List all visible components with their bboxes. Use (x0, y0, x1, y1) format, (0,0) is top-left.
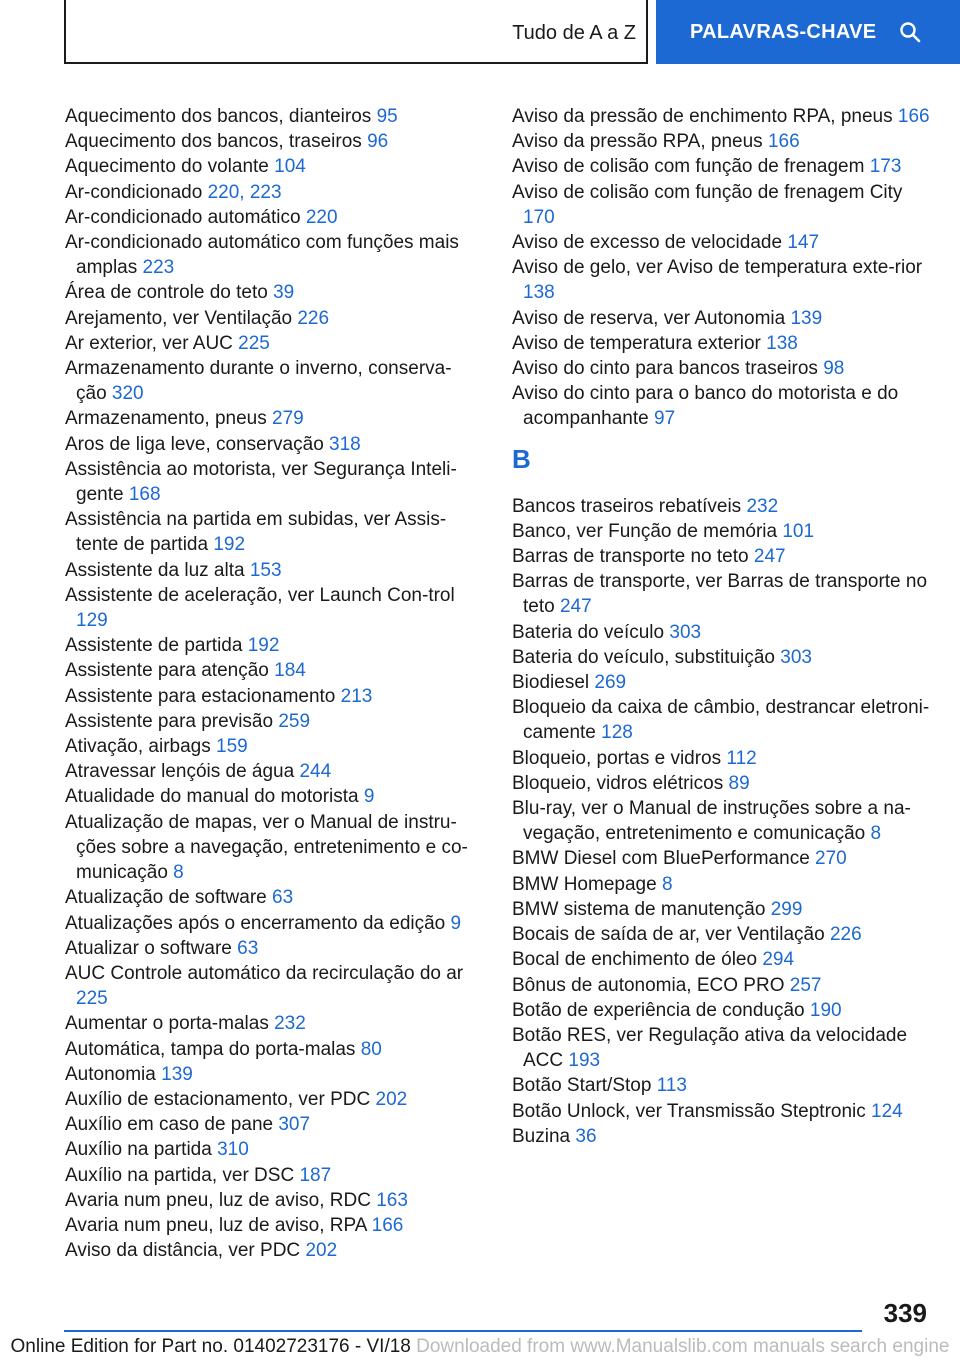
edition-text: Online Edition for Part no. 01402723176 - VI/18 (10, 1336, 411, 1357)
index-entry (65, 1163, 475, 1188)
page-link[interactable]: 153 (249, 559, 282, 581)
page-link[interactable]: 310 (217, 1139, 249, 1161)
index-entry (65, 1213, 475, 1238)
index-entry (65, 734, 475, 759)
index-entry (512, 947, 932, 972)
entry-text: Botão Unlock, ver Transmissão Steptronic (512, 1100, 872, 1122)
entry-text: Blu-ray, ver o Manual de instruções sobre a na-vegação, entretenimento e comunicação (512, 798, 911, 845)
entry-text: Botão Start/Stop (512, 1075, 657, 1097)
page-link[interactable]: 129 (76, 610, 108, 632)
entry-text: Assistente da luz alta (65, 559, 250, 581)
index-entry (65, 129, 475, 154)
index-entry (65, 684, 475, 709)
index-entry (512, 922, 932, 947)
index-entry (512, 1023, 932, 1073)
page-link[interactable]: 96 (367, 131, 389, 153)
page-link[interactable]: 9 (450, 912, 462, 934)
entry-text: Aviso da pressão de enchimento RPA, pneus (512, 106, 898, 127)
index-entry (65, 1137, 475, 1162)
page-link[interactable]: 8 (173, 862, 184, 884)
page-link[interactable]: 220, 223 (207, 181, 282, 203)
entry-text: Aumentar o porta-malas (65, 1013, 275, 1035)
entry-text: Ar exterior, ver AUC (65, 332, 239, 354)
index-entry (512, 645, 932, 670)
entry-text: Assistência na partida em subidas, ver Assis-tente de partida (65, 509, 447, 556)
page-link[interactable]: 259 (278, 710, 311, 732)
entry-text: Barras de transporte no teto (512, 546, 754, 568)
page-link[interactable]: 225 (76, 988, 108, 1010)
entry-text: Bloqueio, vidros elétricos (512, 772, 729, 794)
entry-text: Aquecimento do volante (65, 156, 275, 178)
index-entry (65, 356, 475, 406)
page-link[interactable]: 190 (809, 999, 842, 1021)
entry-text: Aviso da distância, ver PDC (65, 1240, 306, 1262)
page-link[interactable]: 98 (823, 358, 845, 380)
entry-text: Banco, ver Função de memória (512, 520, 783, 542)
entry-text: Atualizar o software (65, 937, 238, 959)
page-link[interactable]: 193 (568, 1050, 601, 1072)
index-group-a (512, 104, 932, 432)
page-link[interactable]: 128 (601, 722, 633, 744)
entry-text: Bocal de enchimento de óleo (512, 949, 763, 971)
index-entry (65, 911, 475, 936)
entry-text: Bateria do veículo, substituição (512, 646, 781, 668)
entry-text: Aviso de colisão com função de frenagem (512, 156, 870, 178)
entry-text: Avaria num pneu, luz de aviso, RDC (65, 1189, 377, 1211)
entry-text: Buzina (512, 1125, 576, 1147)
tab-a-to-z[interactable]: Tudo de A a Z (512, 22, 636, 44)
page-link[interactable]: 299 (770, 898, 803, 920)
entry-text: AUC Controle automático da recirculação do ar (65, 962, 464, 984)
index-entry (512, 154, 932, 179)
entry-text: Assistente de partida (65, 635, 248, 657)
entry-text: Assistência ao motorista, ver Segurança Inteli-gente (65, 458, 457, 506)
page-link[interactable]: 225 (238, 332, 270, 354)
page-link[interactable]: 192 (247, 635, 280, 657)
page-link[interactable]: 244 (299, 761, 332, 783)
entry-text: Biodiesel (512, 672, 595, 694)
index-entry (512, 897, 932, 922)
entry-text: Bônus de autonomia, ECO PRO (512, 974, 790, 996)
entry-text: Atualização de software (65, 887, 273, 909)
entry-text: BMW Homepage (512, 873, 662, 895)
page-link[interactable]: 95 (376, 106, 398, 127)
page-link[interactable]: 170 (523, 206, 555, 228)
index-entry (512, 569, 932, 619)
index-entry (65, 583, 475, 633)
page-link[interactable]: 63 (237, 937, 259, 959)
index-entry (65, 961, 475, 1011)
page-link[interactable]: 307 (278, 1114, 311, 1136)
page-link[interactable]: 166 (371, 1214, 404, 1236)
entry-text: Aquecimento dos bancos, traseiros (65, 131, 368, 153)
index-entry (512, 519, 932, 544)
index-entry (65, 507, 475, 557)
page-link[interactable]: 124 (871, 1100, 903, 1122)
entry-text: Aviso do cinto para bancos traseiros (512, 358, 824, 380)
index-entry (65, 885, 475, 910)
entry-text: Armazenamento durante o inverno, conserva-ção (65, 358, 452, 405)
index-entry (512, 1099, 932, 1124)
page-link[interactable]: 320 (111, 383, 144, 405)
entry-text: Bocais de saída de ar, ver Ventilação (512, 924, 830, 946)
entry-text: Bancos traseiros rebatíveis (512, 495, 747, 517)
page-link[interactable]: 104 (274, 156, 306, 178)
entry-text: Área de controle do teto (65, 282, 274, 304)
entry-text: Botão RES, ver Regulação ativa da velocidade ACC (512, 1024, 908, 1072)
index-entry (512, 129, 932, 154)
section-letter: B (512, 443, 531, 474)
entry-text: Auxílio em caso de pane (65, 1114, 279, 1136)
index-entry (65, 180, 475, 205)
page-link[interactable]: 166 (767, 131, 800, 153)
search-icon (898, 20, 922, 44)
page-link[interactable]: 63 (272, 887, 294, 909)
page-link[interactable]: 223 (142, 257, 175, 279)
index-entry (512, 494, 932, 519)
page-link[interactable]: 247 (753, 546, 786, 568)
index-entry (65, 1112, 475, 1137)
page-link[interactable]: 279 (272, 408, 304, 430)
page-link[interactable]: 138 (766, 332, 798, 354)
index-entry (65, 810, 475, 886)
index-entry (65, 1087, 475, 1112)
index-entry (65, 331, 475, 356)
index-entry (512, 746, 932, 771)
page-link[interactable]: 184 (274, 660, 306, 682)
page-link[interactable]: 247 (559, 596, 592, 618)
index-entry (65, 154, 475, 179)
page-link[interactable]: 232 (274, 1013, 306, 1035)
index-entry (512, 973, 932, 998)
page-link[interactable]: 8 (870, 823, 882, 845)
page-link[interactable]: 213 (340, 685, 373, 707)
page-link[interactable]: 303 (669, 621, 702, 643)
entry-text: Assistente de aceleração, ver Launch Con-trol (65, 584, 455, 606)
entry-text: Ar-condicionado (65, 181, 208, 203)
index-entry (65, 1238, 475, 1263)
index-entry (512, 670, 932, 695)
index-entry (65, 230, 475, 280)
index-entry (65, 432, 475, 457)
entry-text: Assistente para estacionamento (65, 685, 341, 707)
entry-text: BMW Diesel com BluePerformance (512, 848, 816, 870)
index-entry (512, 356, 932, 381)
page-link[interactable]: 303 (780, 646, 812, 668)
page-link[interactable]: 226 (829, 924, 862, 946)
index-entry (65, 558, 475, 583)
page-number: 339 (883, 1298, 927, 1328)
keywords-label: PALAVRAS-CHAVE (690, 20, 877, 43)
index-entry (65, 1037, 475, 1062)
index-entry (512, 180, 932, 230)
index-entry (65, 759, 475, 784)
page-link[interactable]: 269 (594, 672, 627, 694)
entry-text: Aviso de reserva, ver Autonomia (512, 307, 791, 329)
index-entry (65, 633, 475, 658)
index-entry (65, 784, 475, 809)
page-link[interactable]: 80 (360, 1038, 382, 1060)
index-entry (512, 872, 932, 897)
index-entry (512, 230, 932, 255)
index-entry (512, 998, 932, 1023)
entry-text: Ar-condicionado automático com funções mais amplas (65, 232, 459, 279)
page-link[interactable]: 36 (575, 1125, 597, 1147)
index-entry (512, 846, 932, 871)
page-link[interactable]: 202 (375, 1088, 408, 1110)
entry-text: Atualizações após o encerramento da edição (65, 912, 451, 934)
entry-text: Assistente para previsão (65, 710, 279, 732)
entry-text: Atravessar lençóis de água (65, 761, 300, 783)
page-link[interactable]: 89 (728, 772, 750, 794)
index-entry (512, 1073, 932, 1098)
index-entry (512, 1124, 932, 1149)
entry-text: Barras de transporte, ver Barras de transporte no teto (512, 571, 928, 618)
page-link[interactable]: 138 (523, 282, 555, 304)
footer (0, 1336, 960, 1358)
entry-text: Ativação, airbags (65, 736, 217, 758)
index-entry (512, 695, 932, 745)
entry-text: Bateria do veículo (512, 621, 670, 643)
index-entry (65, 457, 475, 507)
entry-text: Aviso de colisão com função de frenagem City (512, 181, 903, 203)
index-entry (512, 620, 932, 645)
page-link[interactable]: 187 (299, 1164, 332, 1186)
page-link[interactable]: 318 (329, 433, 361, 455)
entry-text: Arejamento, ver Ventilação (65, 307, 298, 329)
entry-text: Auxílio de estacionamento, ver PDC (65, 1088, 376, 1110)
page-link[interactable]: 226 (297, 307, 330, 329)
index-entry (65, 104, 475, 129)
page-link[interactable]: 113 (656, 1075, 687, 1097)
index-entry (65, 658, 475, 683)
entry-text: Bloqueio, portas e vidros (512, 747, 727, 769)
keywords-button[interactable] (656, 0, 960, 64)
index-entry (512, 771, 932, 796)
index-entry (65, 1188, 475, 1213)
index-column-right (512, 104, 932, 1149)
page-link[interactable]: 192 (213, 534, 246, 556)
entry-text: Armazenamento, pneus (65, 408, 273, 430)
entry-text: Aviso de temperatura exterior (512, 332, 767, 354)
index-entry (512, 306, 932, 331)
entry-text: Aviso do cinto para o banco do motorista e do acompanhante (512, 383, 899, 430)
index-group-b (512, 494, 932, 1149)
index-entry (65, 936, 475, 961)
entry-text: Atualidade do manual do motorista (65, 786, 364, 808)
index-entry (65, 280, 475, 305)
page-link[interactable]: 97 (654, 408, 676, 430)
page-link[interactable]: 257 (789, 974, 822, 996)
page-link[interactable]: 9 (363, 786, 375, 808)
index-entry (512, 255, 932, 305)
page-link[interactable]: 168 (128, 484, 161, 506)
page-link[interactable]: 101 (782, 520, 815, 542)
footer-divider (64, 1330, 862, 1332)
page-link[interactable]: 294 (762, 949, 795, 971)
page-link[interactable]: 39 (273, 282, 295, 304)
entry-text: Bloqueio da caixa de câmbio, destrancar eletroni-camente (512, 697, 930, 744)
index-entry (65, 709, 475, 734)
page-link[interactable]: 220 (305, 206, 338, 228)
entry-text: Aviso da pressão RPA, pneus (512, 131, 768, 153)
entry-text: Auxílio na partida, ver DSC (65, 1164, 300, 1186)
page-link[interactable]: 232 (746, 495, 779, 517)
page-link[interactable]: 166 (897, 106, 930, 127)
entry-text: Automática, tampa do porta-malas (65, 1038, 361, 1060)
index-entry (65, 205, 475, 230)
page-link[interactable]: 270 (815, 848, 847, 870)
page-link[interactable]: 173 (869, 156, 902, 178)
page-link[interactable]: 139 (790, 307, 823, 329)
entry-text: BMW sistema de manutenção (512, 898, 771, 920)
index-entry (512, 544, 932, 569)
index-entry (65, 1062, 475, 1087)
entry-text: Assistente para atenção (65, 660, 275, 682)
entry-text: Avaria num pneu, luz de aviso, RPA (65, 1214, 372, 1236)
entry-text: Aquecimento dos bancos, dianteiros (65, 106, 377, 127)
index-entry (65, 1011, 475, 1036)
entry-text: Atualização de mapas, ver o Manual de instru-ções sobre a navegação, entretenimento e co-municação (65, 811, 468, 884)
entry-text: Aros de liga leve, conservação (65, 433, 330, 455)
page-link[interactable]: 147 (787, 232, 820, 254)
index-entry (65, 406, 475, 431)
index-entry (512, 381, 932, 431)
entry-text: Botão de experiência de condução (512, 999, 810, 1021)
index-column-left (65, 104, 475, 1263)
page-link[interactable]: 202 (305, 1240, 338, 1262)
entry-text: Aviso de excesso de velocidade (512, 232, 788, 254)
page-link[interactable]: 8 (661, 873, 673, 895)
entry-text: Aviso de gelo, ver Aviso de temperatura exte-rior (512, 257, 923, 279)
index-entry (65, 306, 475, 331)
index-entry (512, 796, 932, 846)
page-link[interactable]: 159 (216, 736, 248, 758)
index-entry (512, 331, 932, 356)
entry-text: Auxílio na partida (65, 1139, 218, 1161)
index-entry (512, 104, 932, 129)
page-link[interactable]: 112 (726, 747, 757, 769)
page-link[interactable]: 139 (161, 1063, 193, 1085)
entry-text: Ar-condicionado automático (65, 206, 306, 228)
entry-text: Autonomia (65, 1063, 162, 1085)
page-link[interactable]: 163 (376, 1189, 408, 1211)
watermark: Downloaded from www.Manualslib.com manuals search engine (416, 1336, 950, 1357)
